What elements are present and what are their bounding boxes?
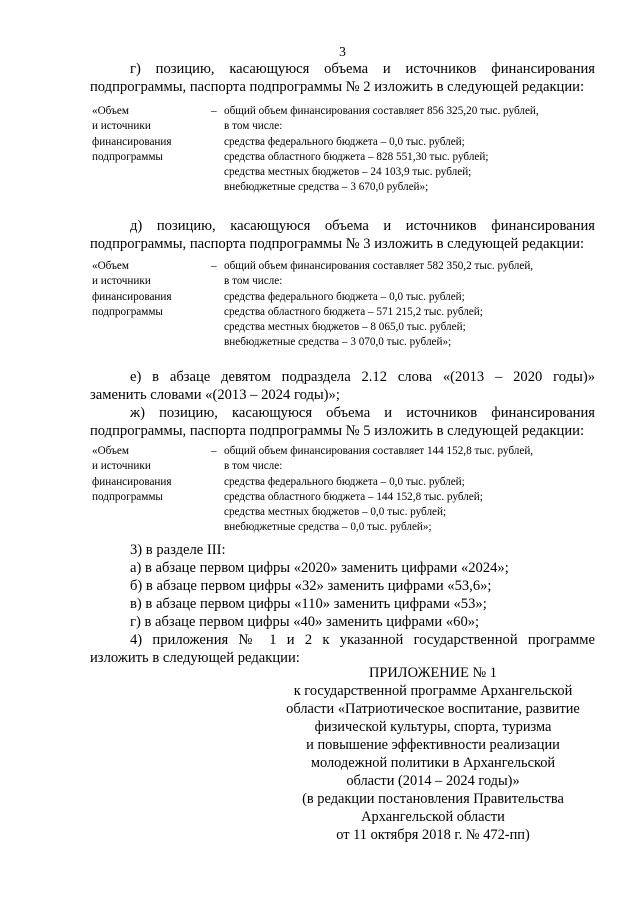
- paragraph-item-4: [90, 631, 595, 667]
- section-3-item-b: б) в абзаце первом цифры «32» заменить цифрами «53,6»;: [130, 578, 492, 594]
- value-line: средства местных бюджетов – 0,0 тыс. рублей;: [224, 506, 447, 519]
- value-line: средства областного бюджета – 571 215,2 тыс. рублей;: [224, 305, 483, 318]
- value-line: средства областного бюджета – 828 551,30 тыс. рублей;: [224, 150, 489, 163]
- paragraph-line: ж) позицию, касающуюся объема и источников финансирования: [130, 405, 595, 421]
- paragraph-item-e: [90, 368, 595, 404]
- value-line: внебюджетные средства – 3 070,0 тыс. рублей»;: [224, 336, 452, 349]
- label-line: финансирования: [92, 290, 172, 303]
- paragraph-line: д) позицию, касающуюся объема и источников финансирования: [130, 218, 595, 234]
- appendix-title: ПРИЛОЖЕНИЕ № 1: [369, 665, 497, 681]
- value-line: средства областного бюджета – 144 152,8 тыс. рублей;: [224, 490, 483, 503]
- table-label: [92, 444, 212, 505]
- value-line: внебюджетные средства – 3 670,0 рублей»;: [224, 181, 429, 194]
- table-values: [224, 104, 594, 196]
- table-label: [92, 104, 212, 165]
- appendix-line: (в редакции постановления Правительства: [302, 791, 564, 807]
- value-line: общий объем финансирования составляет 582 350,2 тыс. рублей,: [224, 260, 534, 272]
- paragraph-item-d: [90, 217, 595, 253]
- label-line: «Объем: [92, 260, 129, 272]
- label-line: финансирования: [92, 135, 172, 148]
- value-line: общий объем финансирования составляет 856 325,20 тыс. рублей,: [224, 105, 539, 117]
- value-line: в том числе:: [224, 120, 283, 133]
- section-3-heading: 3) в разделе III:: [130, 542, 226, 558]
- label-line: «Объем: [92, 105, 129, 117]
- value-line: общий объем финансирования составляет 144 152,8 тыс. рублей,: [224, 445, 534, 457]
- paragraph-line: подпрограммы, паспорта подпрограммы № 2 изложить в следующей редакции:: [90, 79, 585, 95]
- appendix-line: Архангельской области: [361, 809, 505, 825]
- value-line: средства местных бюджетов – 24 103,9 тыс. рублей;: [224, 166, 472, 179]
- appendix-header: [273, 664, 593, 844]
- section-3-item-g: г) в абзаце первом цифры «40» заменить цифрами «60»;: [130, 614, 480, 630]
- appendix-line: области «Патриотическое воспитание, развитие: [286, 701, 580, 717]
- label-line: финансирования: [92, 475, 172, 488]
- appendix-line: молодежной политики в Архангельской: [310, 755, 556, 771]
- label-line: и источники: [92, 120, 151, 133]
- label-line: подпрограммы: [92, 490, 163, 503]
- appendix-line: от 11 октября 2018 г. № 472-пп): [336, 827, 530, 843]
- table-values: [224, 259, 594, 351]
- appendix-line: области (2014 – 2024 годы)»: [346, 773, 520, 789]
- value-line: в том числе:: [224, 275, 283, 288]
- paragraph-line: подпрограммы, паспорта подпрограммы № 5 изложить в следующей редакции:: [90, 423, 585, 439]
- paragraph-line: г) позицию, касающуюся объема и источников финансирования: [130, 61, 595, 77]
- table-dash: –: [211, 445, 217, 457]
- label-line: подпрограммы: [92, 305, 163, 318]
- table-label: [92, 259, 212, 320]
- paragraph-line: заменить словами «(2013 – 2024 годы)»;: [90, 387, 340, 403]
- label-line: и источники: [92, 460, 151, 473]
- paragraph-item-zh: [90, 404, 595, 440]
- appendix-line: физической культуры, спорта, туризма: [314, 719, 552, 735]
- paragraph-line: изложить в следующей редакции:: [90, 650, 300, 666]
- appendix-line: и повышение эффективности реализации: [306, 737, 560, 753]
- label-line: «Объем: [92, 445, 129, 457]
- paragraph-line: е) в абзаце девятом подраздела 2.12 слова «(2013 – 2020 годы)»: [130, 369, 595, 385]
- value-line: средства местных бюджетов – 8 065,0 тыс. рублей;: [224, 321, 466, 334]
- table-dash: –: [211, 105, 217, 117]
- value-line: средства федерального бюджета – 0,0 тыс. рублей;: [224, 475, 465, 488]
- appendix-line: к государственной программе Архангельской: [293, 683, 573, 699]
- page-number: 3: [339, 44, 346, 59]
- label-line: и источники: [92, 275, 151, 288]
- table-dash: –: [211, 260, 217, 272]
- paragraph-line: 4) приложения № 1 и 2 к указанной государственной программе: [130, 632, 595, 648]
- label-line: подпрограммы: [92, 150, 163, 163]
- paragraph-item-g: [90, 60, 595, 96]
- value-line: средства федерального бюджета – 0,0 тыс. рублей;: [224, 290, 465, 303]
- table-values: [224, 444, 594, 536]
- paragraph-line: подпрограммы, паспорта подпрограммы № 3 изложить в следующей редакции:: [90, 236, 585, 252]
- value-line: внебюджетные средства – 0,0 тыс. рублей»;: [224, 521, 432, 534]
- section-3-item-v: в) в абзаце первом цифры «110» заменить цифрами «53»;: [130, 596, 487, 612]
- section-3-item-a: а) в абзаце первом цифры «2020» заменить цифрами «2024»;: [130, 560, 509, 576]
- value-line: в том числе:: [224, 460, 283, 473]
- value-line: средства федерального бюджета – 0,0 тыс. рублей;: [224, 135, 465, 148]
